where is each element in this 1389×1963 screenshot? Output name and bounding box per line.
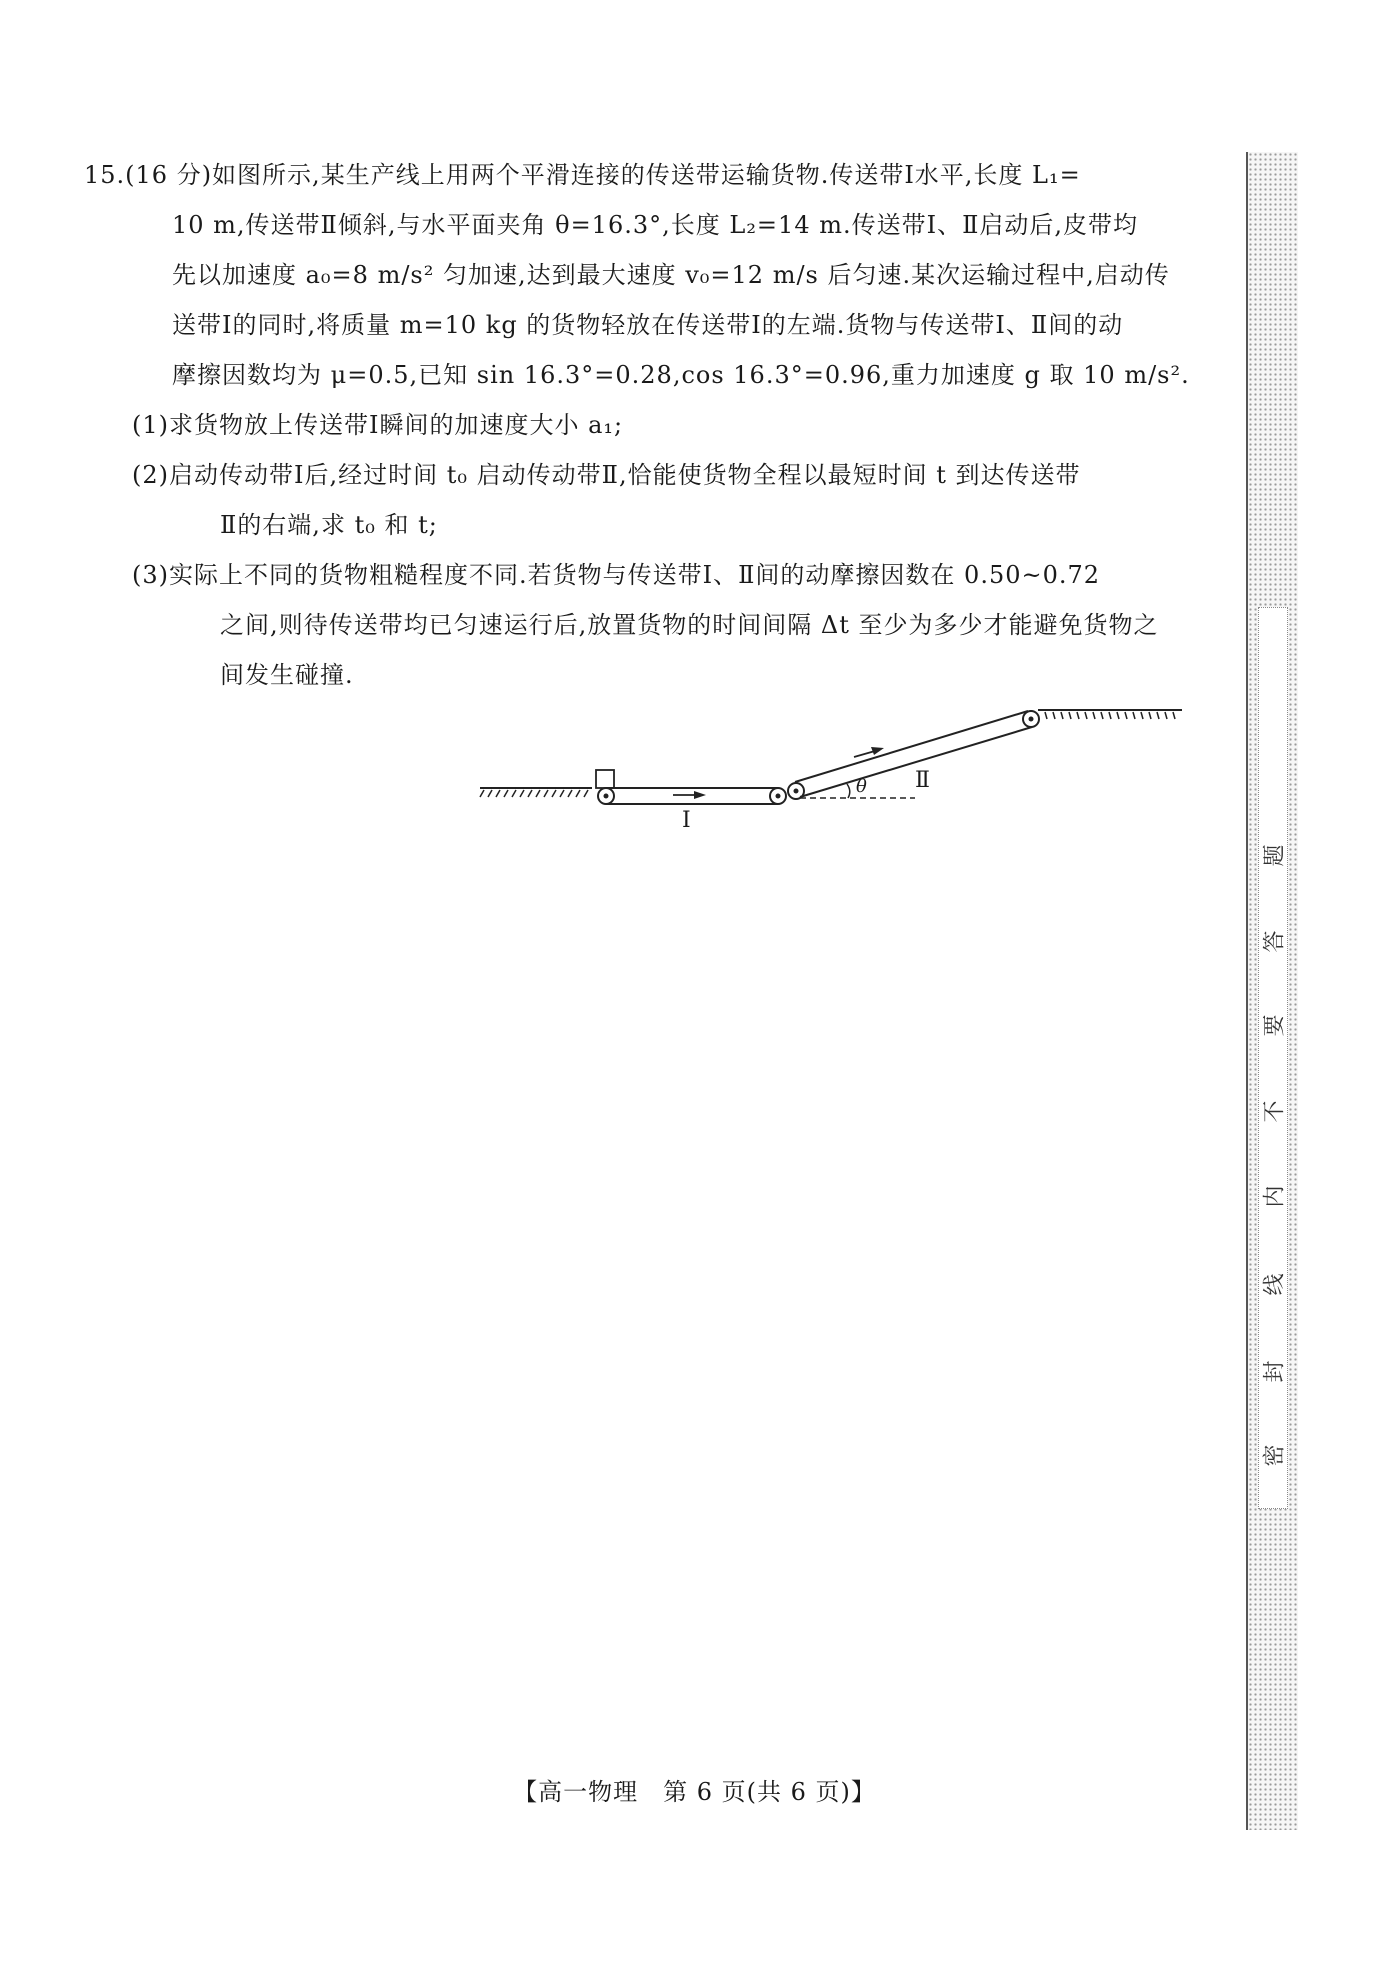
seal-char-3: 线 xyxy=(1262,1273,1288,1296)
page-footer: 【高一物理 第 6 页(共 6 页)】 xyxy=(513,1778,876,1806)
problem-line-4: 送带Ⅰ的同时,将质量 m=10 kg 的货物轻放在传送带Ⅰ的左端.货物与传送带Ⅰ、Ⅱ间的动 xyxy=(172,311,1124,339)
question-1: (1)求货物放上传送带Ⅰ瞬间的加速度大小 a₁; xyxy=(132,411,624,439)
conveyor-diagram xyxy=(470,690,1190,850)
question-2-line-2: Ⅱ的右端,求 t₀ 和 t; xyxy=(220,511,438,539)
problem-line-3: 先以加速度 a₀=8 m/s² 匀加速,达到最大速度 v₀=12 m/s 后匀速.某次运输过程中,启动传 xyxy=(172,261,1170,289)
seal-char-2: 封 xyxy=(1262,1360,1288,1383)
problem-line-1: 15.(16 分)如图所示,某生产线上用两个平滑连接的传送带运输货物.传送带Ⅰ水平,长度 L₁= xyxy=(84,161,1081,189)
question-2-line-1: (2)启动传动带Ⅰ后,经过时间 t₀ 启动传动带Ⅱ,恰能使货物全程以最短时间 t 到达传送带 xyxy=(132,461,1081,489)
seal-char-7: 答 xyxy=(1262,930,1288,953)
angle-theta-label: θ xyxy=(856,776,867,797)
question-3-line-1: (3)实际上不同的货物粗糙程度不同.若货物与传送带Ⅰ、Ⅱ间的动摩擦因数在 0.50~0.72 xyxy=(132,561,1101,589)
seal-line-strip xyxy=(1246,152,1298,1830)
problem-line-5: 摩擦因数均为 μ=0.5,已知 sin 16.3°=0.28,cos 16.3°=0.96,重力加速度 g 取 10 m/s². xyxy=(172,361,1190,389)
seal-char-8: 题 xyxy=(1262,844,1288,867)
seal-char-1: 密 xyxy=(1262,1444,1288,1467)
problem-line-2: 10 m,传送带Ⅱ倾斜,与水平面夹角 θ=16.3°,长度 L₂=14 m.传送带Ⅰ、Ⅱ启动后,皮带均 xyxy=(172,211,1139,239)
seal-char-5: 不 xyxy=(1262,1100,1288,1123)
question-3-line-2: 之间,则待传送带均已匀速运行后,放置货物的时间间隔 Δt 至少为多少才能避免货物之 xyxy=(220,611,1159,639)
seal-char-6: 要 xyxy=(1262,1014,1288,1037)
seal-char-4: 内 xyxy=(1262,1185,1288,1208)
belt-1-label: Ⅰ xyxy=(682,808,691,833)
question-3-line-3: 间发生碰撞. xyxy=(220,661,354,689)
problem-15 xyxy=(84,150,1190,700)
conveyor-figure xyxy=(470,690,1190,850)
belt-2-label: Ⅱ xyxy=(915,768,930,793)
seal-line-text-window xyxy=(1258,607,1288,1509)
